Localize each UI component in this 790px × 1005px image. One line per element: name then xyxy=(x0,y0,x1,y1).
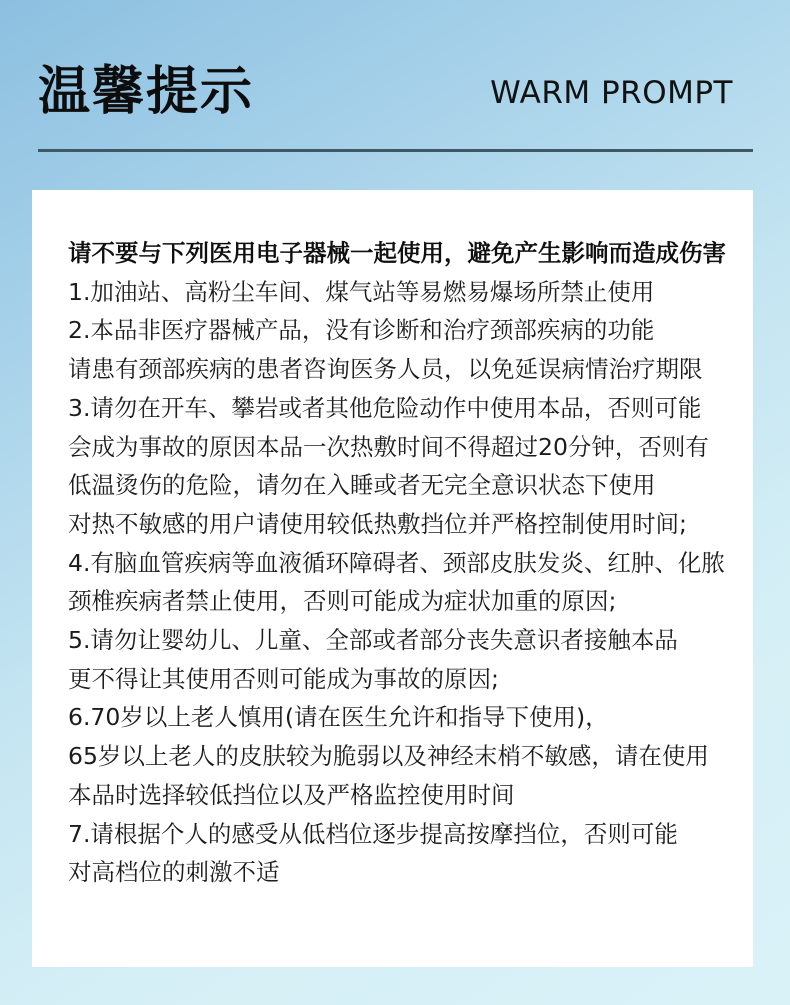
notice-line: 低温烫伤的危险，请勿在入睡或者无完全意识状态下使用 xyxy=(68,471,656,500)
notice-line: 会成为事故的原因本品一次热敷时间不得超过20分钟，否则有 xyxy=(68,432,709,461)
notice-card xyxy=(32,190,753,967)
notice-line: 本品时选择较低挡位以及严格监控使用时间 xyxy=(68,780,515,809)
notice-text-block xyxy=(68,234,736,892)
notice-line: 更不得让其使用否则可能成为事故的原因; xyxy=(68,664,499,693)
notice-line: 5.请勿让婴幼儿、儿童、全部或者部分丧失意识者接触本品 xyxy=(68,626,678,655)
notice-line: 4.有脑血管疾病等血液循环障碍者、颈部皮肤发炎、红肿、化脓 xyxy=(68,548,725,577)
header-divider xyxy=(38,149,753,152)
notice-line: 7.请根据个人的感受从低档位逐步提高按摩挡位，否则可能 xyxy=(68,819,678,848)
page-title: 温馨提示 xyxy=(38,62,255,122)
notice-line: 2.本品非医疗器械产品，没有诊断和治疗颈部疾病的功能 xyxy=(68,316,655,345)
notice-line: 1.加油站、高粉尘车间、煤气站等易燃易爆场所禁止使用 xyxy=(68,277,655,306)
notice-line: 6.70岁以上老人慎用(请在医生允许和指导下使用)， xyxy=(68,703,609,732)
notice-line: 请患有颈部疾病的患者咨询医务人员，以免延误病情治疗期限 xyxy=(68,355,703,384)
notice-line: 3.请勿在开车、攀岩或者其他危险动作中使用本品，否则可能 xyxy=(68,393,702,422)
page-subtitle-en: WARM PROMPT xyxy=(490,75,733,111)
notice-line: 颈椎疾病者禁止使用，否则可能成为症状加重的原因; xyxy=(68,587,617,616)
notice-line: 65岁以上老人的皮肤较为脆弱以及神经末梢不敏感，请在使用 xyxy=(68,742,709,771)
notice-heading: 请不要与下列医用电子器械一起使用，避免产生影响而造成伤害 xyxy=(68,239,726,267)
notice-line: 对热不敏感的用户请使用较低热敷挡位并严格控制使用时间; xyxy=(68,509,687,538)
notice-line: 对高档位的刺激不适 xyxy=(68,858,280,887)
